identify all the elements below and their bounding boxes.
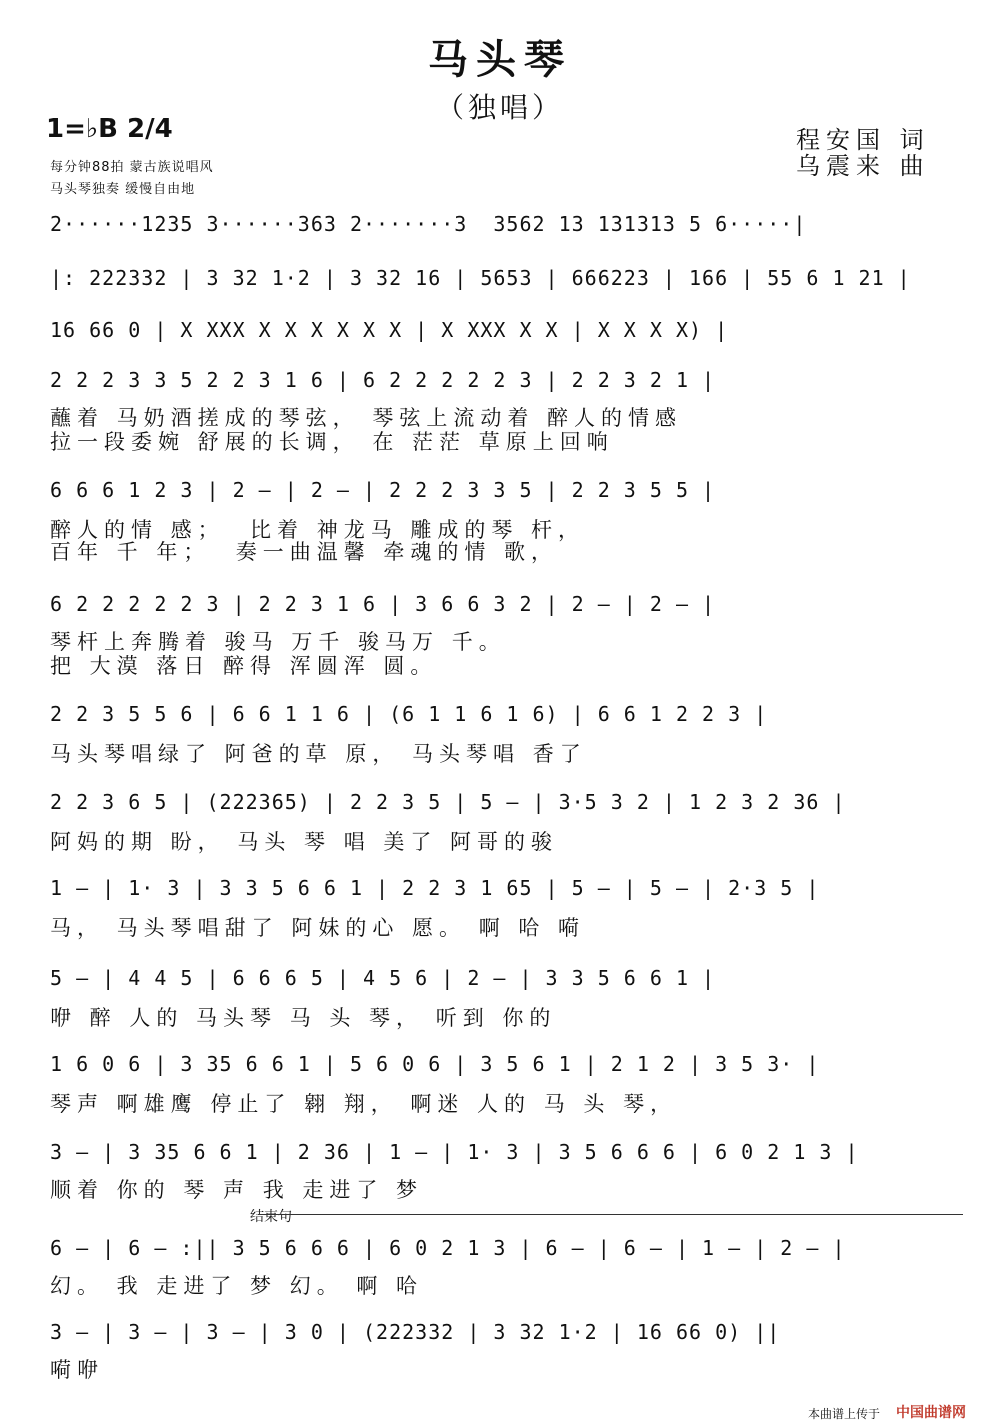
composer-credit: 乌震来 曲	[796, 152, 930, 180]
score-line-10: 5 — | 4 4 5 | 6 6 6 5 | 4 5 6 | 2 — | 3 3 5 6 6 1 |	[50, 966, 716, 990]
lyric-line-8: 阿妈的期 盼， 马头 琴 唱 美了 阿哥的骏	[50, 830, 559, 854]
lyric-line-5b: 百年 千 年； 奏一曲温馨 牵魂的情 歌，	[50, 540, 559, 564]
score-line-6: 6 2 2 2 2 2 3 | 2 2 3 1 6 | 3 6 6 3 2 | 2 — | 2 — |	[50, 592, 716, 616]
lyric-line-10: 咿 醉 人的 马头琴 马 头 琴， 听到 你的	[50, 1006, 557, 1030]
score-line-13: 6 — | 6 — :|| 3 5 6 6 6 | 6 0 2 1 3 | 6 — | 6 — | 1 — | 2 — |	[50, 1236, 846, 1260]
lyric-line-14: 嗬咿	[50, 1358, 104, 1382]
lyric-line-11: 琴声 啊雄鹰 停止了 翱 翔， 啊迷 人的 马 头 琴，	[50, 1092, 678, 1116]
score-line-5: 6 6 6 1 2 3 | 2 — | 2 — | 2 2 2 3 3 5 | 2 2 3 5 5 |	[50, 478, 716, 502]
site-logo[interactable]: 中国曲谱网	[896, 1405, 966, 1421]
lyric-line-4a: 蘸着 马奶酒搓成的琴弦， 琴弦上流动着 醉人的情感	[50, 406, 683, 430]
end-phrase-bracket	[258, 1214, 963, 1215]
lyric-line-12: 顺着 你的 琴 声 我 走进了 梦	[50, 1178, 424, 1202]
score-line-3: 16 66 0 | X XXX X X X X X X | X XXX X X | X X X X) |	[50, 318, 729, 342]
lyric-line-4b: 拉一段委婉 舒展的长调， 在 茫茫 草原上回响	[50, 430, 614, 454]
score-line-1: 2······1235 3······363 2·······3 3562 13 131313 5 6·····|	[50, 212, 807, 236]
score-line-8: 2 2 3 6 5 | (222365) | 2 2 3 5 | 5 — | 3·5 3 2 | 1 2 3 2 36 |	[50, 790, 846, 814]
score-line-4: 2 2 2 3 3 5 2 2 3 1 6 | 6 2 2 2 2 2 3 | 2 2 3 2 1 |	[50, 368, 716, 392]
intro-note: 马头琴独奏 缓慢自由地	[50, 182, 196, 197]
lyric-line-7: 马头琴唱绿了 阿爸的草 原， 马头琴唱 香了	[50, 742, 587, 766]
end-phrase-label: 结束句	[250, 1209, 292, 1225]
score-line-11: 1 6 0 6 | 3 35 6 6 1 | 5 6 0 6 | 3 5 6 1 | 2 1 2 | 3 5 3· |	[50, 1052, 820, 1076]
lyricist-credit: 程安国 词	[796, 126, 930, 154]
score-line-14: 3 — | 3 — | 3 — | 3 0 | (222332 | 3 32 1·2 | 16 66 0) ||	[50, 1320, 781, 1344]
score-line-12: 3 — | 3 35 6 6 1 | 2 36 | 1 — | 1· 3 | 3 5 6 6 6 | 6 0 2 1 3 |	[50, 1140, 859, 1164]
footer-upload-text: 本曲谱上传于	[808, 1407, 881, 1421]
score-line-7: 2 2 3 5 5 6 | 6 6 1 1 6 | (6 1 1 6 1 6) | 6 6 1 2 2 3 |	[50, 702, 768, 726]
key-signature: 1=♭B 2/4	[46, 114, 173, 144]
score-line-9: 1 — | 1· 3 | 3 3 5 6 6 1 | 2 2 3 1 65 | 5 — | 5 — | 2·3 5 |	[50, 876, 820, 900]
score-line-2: |: 222332 | 3 32 1·2 | 3 32 16 | 5653 | 666223 | 166 | 55 6 1 21 |	[50, 266, 911, 290]
lyric-line-9: 马， 马头琴唱甜了 阿妹的心 愿。 啊 哈 嗬	[50, 916, 586, 940]
tempo-note: 每分钟88拍 蒙古族说唱风	[50, 160, 214, 175]
song-subtitle: （独唱）	[435, 91, 564, 124]
lyric-line-13: 幻。 我 走进了 梦 幻。 啊 哈	[50, 1274, 424, 1298]
lyric-line-6a: 琴杆上奔腾着 骏马 万千 骏马万 千。	[50, 630, 506, 654]
lyric-line-5a: 醉人的情 感； 比着 神龙马 雕成的琴 杆，	[50, 518, 586, 542]
lyric-line-6b: 把 大漠 落日 醉得 浑圆浑 圆。	[50, 654, 438, 678]
song-title: 马头琴	[428, 37, 572, 83]
